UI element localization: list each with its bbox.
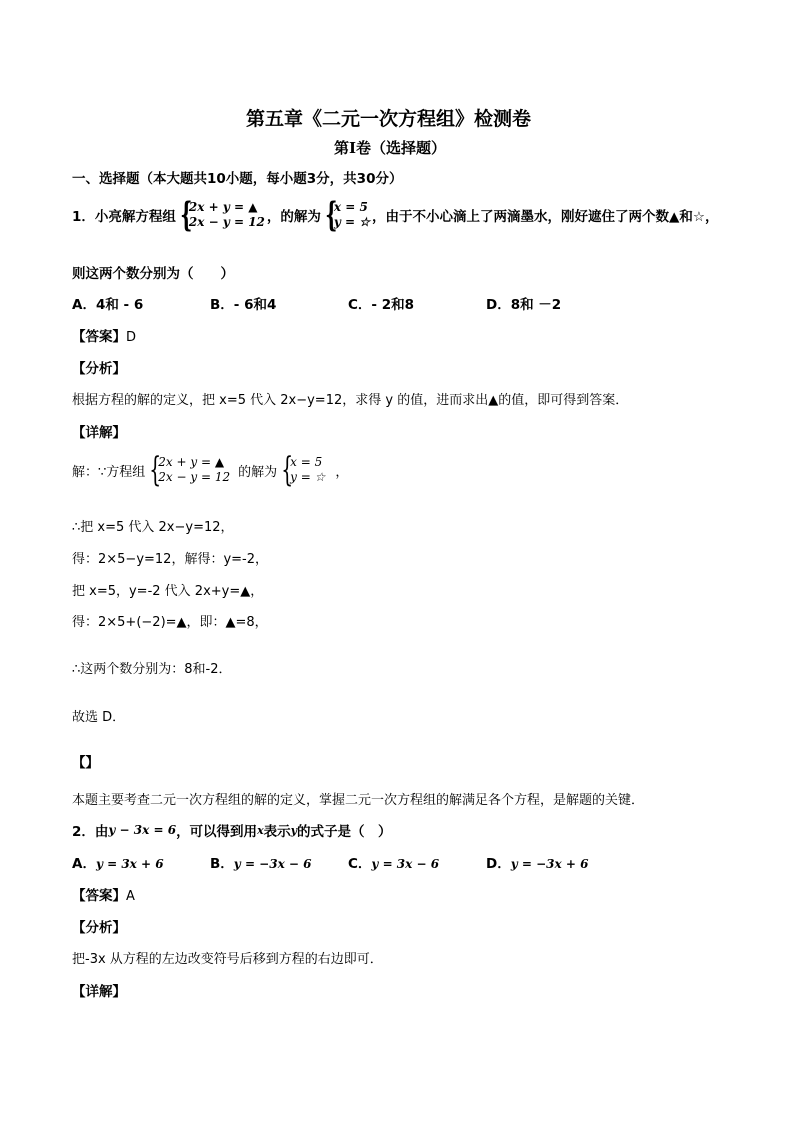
q1-option-b: B．- 6和4 [210,297,277,313]
q2-analysis-label: 【分析】 [72,920,126,936]
q1-eq-1: 2x + y = ▲ [188,200,258,214]
q2-var-y: y [290,823,298,837]
q1-sol-2: y = ☆ [333,215,371,229]
q2-mid2: 表示 [263,824,291,840]
sol-mid: 的解为 [238,464,278,480]
q1-comment-label: 【】 [72,755,99,771]
sol-sol-2: y = ☆ [290,470,326,484]
sol-equation-system [147,450,231,490]
brace-icon: { [281,450,294,490]
q1-step-5: ∴这两个数分别为：8和-2． [72,662,232,677]
q2-prefix: 2．由 [72,824,109,840]
option-label: C． [348,856,372,872]
q1-option-a: A．4和 - 6 [72,297,144,313]
answer-value: D [126,330,137,345]
q2-var-x: x [257,823,264,837]
sol-eq-2: 2x − y = 12 [158,470,231,484]
q1-step-3: 把 x=5，y=-2 代入 2x+y=▲， [72,584,264,599]
q1-sol-1: x = 5 [333,200,368,214]
q1-solution-line [72,450,349,490]
q2-answer [72,884,135,904]
q2-option-d [486,852,588,872]
q1-equation-system [178,195,265,235]
q1-line2: 则这两个数分别为（ ） [72,266,234,282]
sol-eq-1: 2x + y = ▲ [158,455,225,469]
q1-eq-2: 2x − y = 12 [188,215,265,229]
q1-mid: ，的解为 [266,209,321,225]
q1-detail-label: 【详解】 [72,425,126,441]
q1-suffix: ，由于不小心滴上了两滴墨水，刚好遮住了两个数▲和☆， [372,209,719,225]
q1-prefix: 1．小亮解方程组 [72,209,176,225]
q2-option-c [348,852,439,872]
answer-value: A [126,889,135,904]
brace-icon: { [180,195,193,235]
page-subtitle: 第Ⅰ卷（选择题） [334,139,447,157]
q2-mid: ，可以得到用 [176,824,258,840]
option-label: B． [210,856,234,872]
sol-prefix: 解：∵方程组 [72,464,146,480]
answer-label: 【答案】 [72,329,126,345]
brace-icon: { [325,195,338,235]
option-expr: y = −3x + 6 [510,857,589,871]
question-2 [72,820,392,840]
sol-sol-1: x = 5 [290,455,323,469]
q1-answer [72,325,136,345]
section-heading: 一、选择题（本大题共10小题，每小题3分，共30分） [72,171,403,187]
q1-option-d: D．8和 －2 [486,297,562,313]
brace-icon: { [149,450,162,490]
q1-step-1: ∴把 x=5 代入 2x−y=12， [72,520,234,535]
sol-suffix: ， [335,464,349,480]
q2-equation: y − 3x = 6 [108,823,177,837]
q2-suffix: 的式子是（ ） [297,824,392,840]
option-expr: y = 3x − 6 [371,857,440,871]
q1-solution-system [323,195,371,235]
q2-option-a [72,852,164,872]
page-title: 第五章《二元一次方程组》检测卷 [246,108,532,130]
answer-label: 【答案】 [72,888,126,904]
q1-comment: 本题主要考查二元一次方程组的解的定义，掌握二元一次方程组的解满足各个方程，是解题的关键． [72,793,645,808]
q1-step-2: 得：2×5−y=12，解得：y=-2， [72,552,269,567]
option-expr: y = 3x + 6 [95,857,164,871]
sol-solution-system [279,450,326,490]
option-label: D． [486,856,511,872]
q1-analysis-label: 【分析】 [72,361,126,377]
q2-detail-label: 【详解】 [72,984,126,1000]
q1-option-c: C．- 2和8 [348,297,414,313]
q2-option-b [210,852,312,872]
q1-analysis: 根据方程的解的定义，把 x=5 代入 2x−y=12，求得 y 的值，进而求出▲的值，即可得到答案． [72,393,629,408]
question-1 [72,195,719,235]
q1-step-6: 故选 D． [72,710,126,725]
q1-step-4: 得：2×5+(−2)=▲，即：▲=8， [72,615,268,630]
q2-analysis: 把-3x 从方程的左边改变符号后移到方程的右边即可． [72,952,383,967]
option-label: A． [72,856,96,872]
option-expr: y = −3x − 6 [233,857,312,871]
